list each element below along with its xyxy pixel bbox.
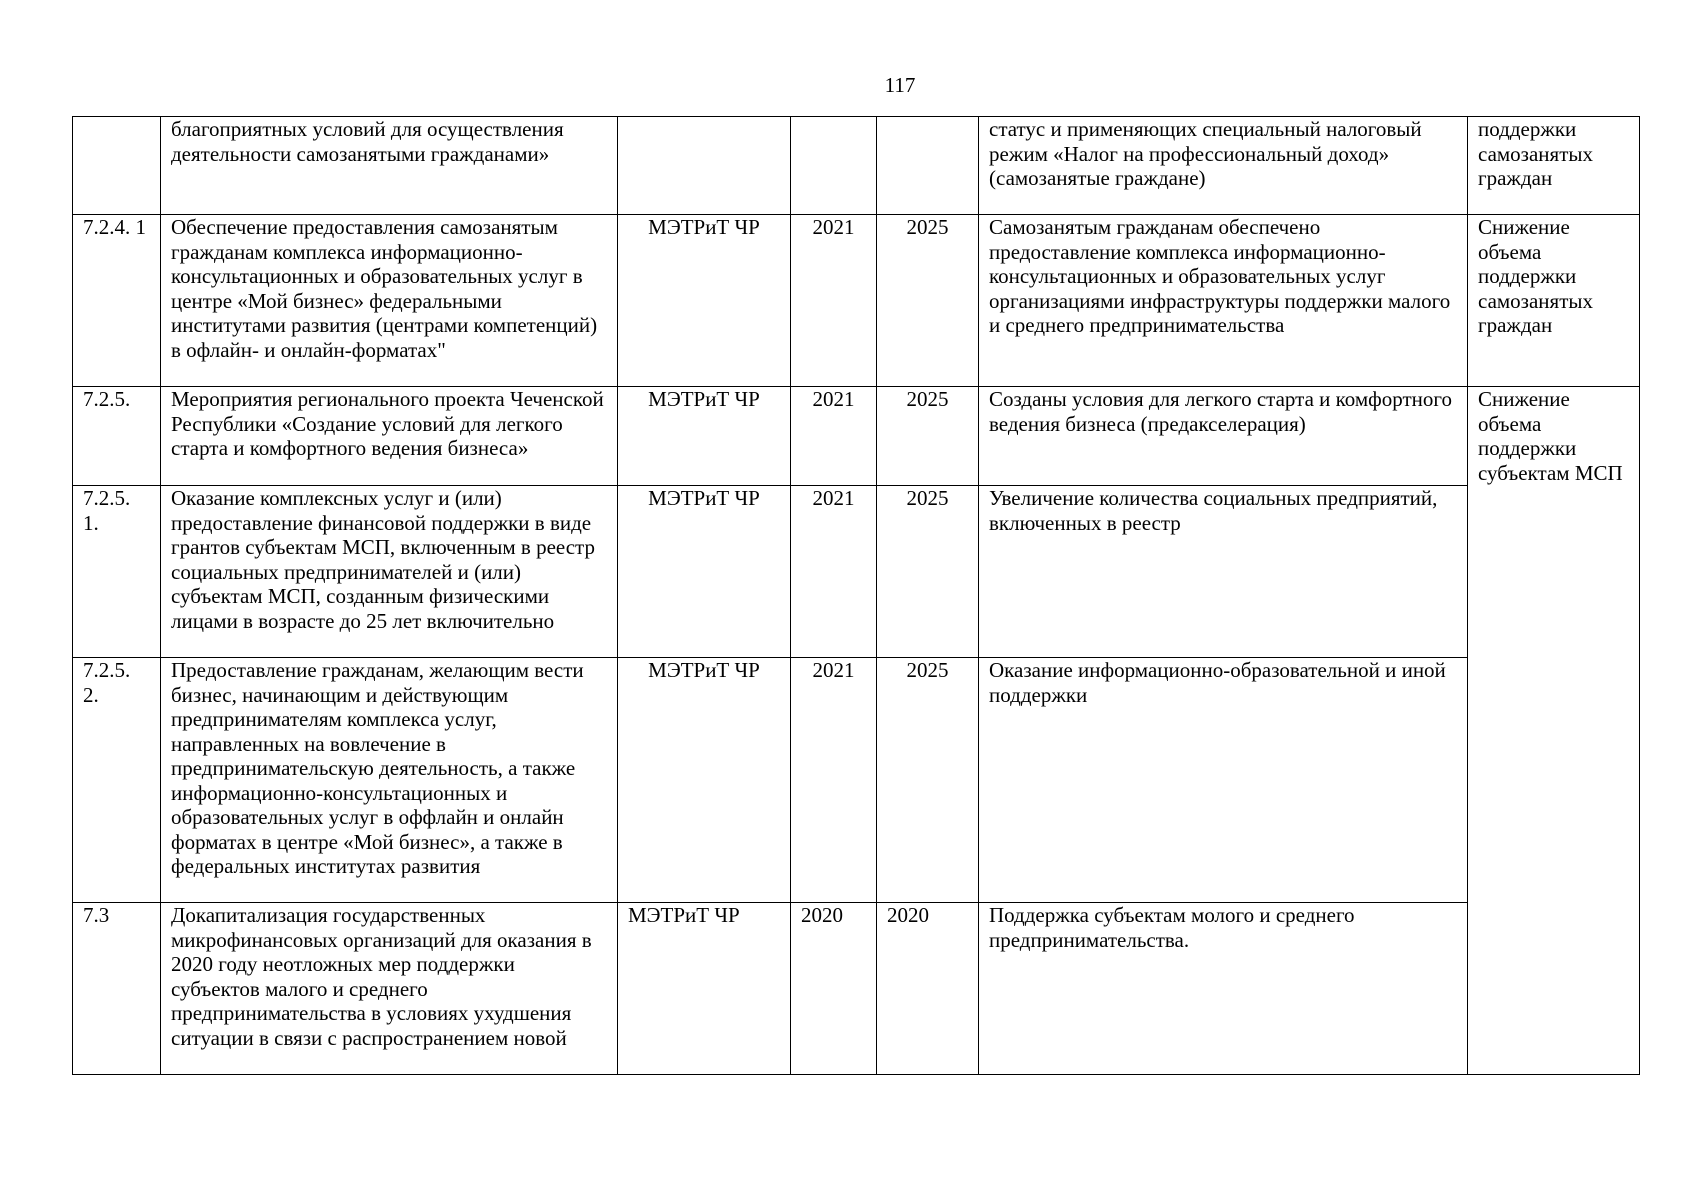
- measure-name: Докапитализация государственных микрофинансовых организаций для оказания в 2020 году неотложных мер поддержки субъектов малого и среднего предпринимательства в условиях ухудшения ситуации в связи с распространением новой: [161, 903, 618, 1075]
- page-number: 117: [884, 73, 916, 97]
- executor: МЭТРиТ ЧР: [618, 387, 791, 486]
- expected-result: Увеличение количества социальных предприятий, включенных в реестр: [979, 486, 1468, 658]
- end-year: 2025: [877, 387, 979, 486]
- measure-name: Мероприятия регионального проекта Чеченской Республики «Создание условий для легкого старта и комфортного ведения бизнеса»: [161, 387, 618, 486]
- table-row: [73, 387, 1640, 486]
- end-year: [877, 117, 979, 215]
- end-year: 2025: [877, 658, 979, 903]
- table-row: [73, 903, 1640, 1075]
- executor: МЭТРиТ ЧР: [618, 658, 791, 903]
- measure-name: Оказание комплексных услуг и (или) предоставление финансовой поддержки в виде грантов субъектам МСП, включенным в реестр социальных предпринимателей и (или) субъектам МСП, созданным физическими лицами в возрасте до 25 лет включительно: [161, 486, 618, 658]
- expected-result: Самозанятым гражданам обеспечено предоставление комплекса информационно-консультационных и образовательных услуг организациями инфраструктуры поддержки малого и среднего предпринимательства: [979, 215, 1468, 387]
- end-year: 2020: [877, 903, 979, 1075]
- measure-name: Обеспечение предоставления самозанятым гражданам комплекса информационно-консультационных и образовательных услуг в центре «Мой бизнес» федеральными институтами развития (центрами компетенций) в офлайн- и онлайн-форматах": [161, 215, 618, 387]
- expected-result: Поддержка субъектам молого и среднего предпринимательства.: [979, 903, 1468, 1075]
- start-year: 2021: [791, 486, 877, 658]
- row-number: 7.2.5. 2.: [73, 658, 161, 903]
- expected-result: статус и применяющих специальный налоговый режим «Налог на профессиональный доход» (самозанятые граждане): [979, 117, 1468, 215]
- start-year: 2021: [791, 658, 877, 903]
- table-row: [73, 658, 1640, 903]
- expected-result: Оказание информационно-образовательной и иной поддержки: [979, 658, 1468, 903]
- table-row: [73, 117, 1640, 215]
- measures-table: [72, 116, 1640, 1075]
- executor: МЭТРиТ ЧР: [618, 903, 791, 1075]
- row-number: 7.2.5.: [73, 387, 161, 486]
- table-row: [73, 215, 1640, 387]
- start-year: 2021: [791, 215, 877, 387]
- start-year: 2020: [791, 903, 877, 1075]
- start-year: 2021: [791, 387, 877, 486]
- row-number: 7.3: [73, 903, 161, 1075]
- end-year: 2025: [877, 486, 979, 658]
- consequence: Снижение объема поддержки самозанятых граждан: [1468, 215, 1640, 387]
- executor: МЭТРиТ ЧР: [618, 486, 791, 658]
- consequence: поддержки самозанятых граждан: [1468, 117, 1640, 215]
- row-number: 7.2.5. 1.: [73, 486, 161, 658]
- table-row: [73, 486, 1640, 658]
- executor: МЭТРиТ ЧР: [618, 215, 791, 387]
- start-year: [791, 117, 877, 215]
- end-year: 2025: [877, 215, 979, 387]
- consequence: Снижение объема поддержки субъектам МСП: [1468, 387, 1640, 1075]
- executor: [618, 117, 791, 215]
- row-number: 7.2.4. 1: [73, 215, 161, 387]
- expected-result: Созданы условия для легкого старта и комфортного ведения бизнеса (предакселерация): [979, 387, 1468, 486]
- row-number: [73, 117, 161, 215]
- measure-name: благоприятных условий для осуществления деятельности самозанятыми гражданами»: [161, 117, 618, 215]
- measure-name: Предоставление гражданам, желающим вести бизнес, начинающим и действующим предпринимателям комплекса услуг, направленных на вовлечение в предпринимательскую деятельность, а также информационно-консультационных и образовательных услуг в оффлайн и онлайн форматах в центре «Мой бизнес», а также в федеральных институтах развития: [161, 658, 618, 903]
